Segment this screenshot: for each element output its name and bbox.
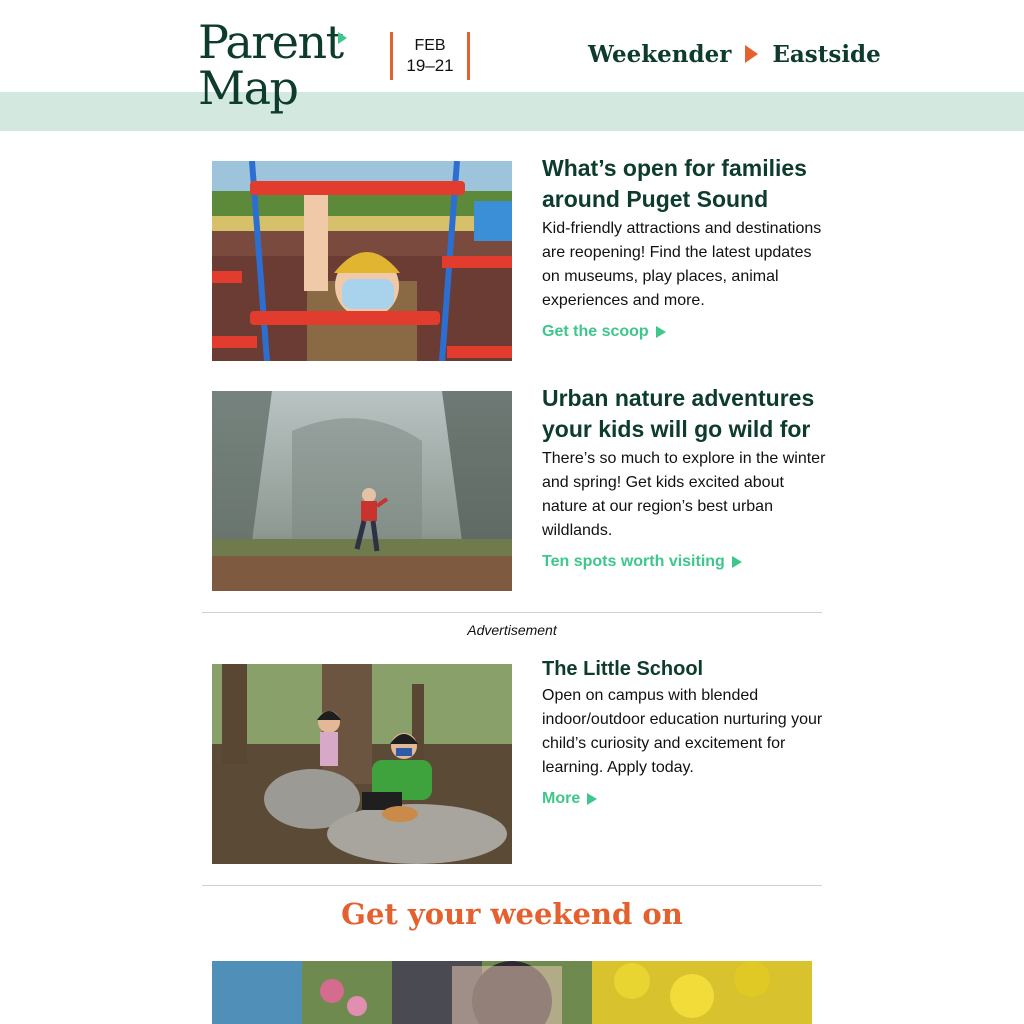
issue-date: [390, 32, 470, 80]
article-link-label: Ten spots worth visiting: [542, 553, 725, 570]
article-text: [542, 383, 827, 571]
advertisement-label: Advertisement: [467, 622, 557, 638]
article-title[interactable]: What’s open for families around Puget Sound: [542, 155, 807, 212]
section-divider: [202, 885, 822, 886]
play-arrow-icon: [656, 326, 666, 338]
edition-region: Eastside: [772, 40, 881, 68]
email-header: [0, 0, 1024, 131]
article-image-forest-child[interactable]: [212, 391, 512, 591]
ad-title[interactable]: The Little School: [542, 658, 704, 680]
article-text: [542, 153, 827, 341]
play-arrow-icon: [732, 556, 742, 568]
section-divider: [202, 612, 822, 613]
article-image-playground[interactable]: [212, 161, 512, 361]
section-heading: Get your weekend on: [341, 897, 683, 931]
ad-text: [542, 656, 827, 808]
ad-image-children-on-rocks[interactable]: [212, 664, 512, 864]
article-title[interactable]: Urban nature adventures your kids will go wild for: [542, 385, 815, 442]
logo-word-map: Map: [198, 61, 298, 115]
parentmap-logo[interactable]: [198, 15, 358, 118]
feature-image-garden[interactable]: [212, 961, 812, 1024]
edition-name: Weekender: [588, 40, 732, 68]
play-arrow-icon: [745, 45, 758, 63]
logo-word-parent: Parent: [198, 15, 343, 69]
article-description: Kid-friendly attractions and destinations are reopening! Find the latest updates on museums, play places, animal experiences and more.: [542, 220, 822, 309]
header-band: [0, 92, 1024, 131]
get-the-scoop-link[interactable]: [542, 323, 666, 341]
ad-more-link[interactable]: [542, 790, 597, 808]
issue-date-month: FEB: [414, 37, 446, 54]
ad-link-label: More: [542, 790, 581, 807]
edition-label: [588, 38, 881, 70]
ten-spots-link[interactable]: [542, 553, 742, 571]
play-arrow-icon: [587, 793, 597, 805]
logo-arrow-icon: [338, 32, 347, 44]
article-link-label: Get the scoop: [542, 323, 649, 340]
issue-date-days: 19–21: [406, 56, 454, 75]
ad-description: Open on campus with blended indoor/outdoor education nurturing your child’s curiosity and excitement for learning. Apply today.: [542, 687, 823, 776]
article-description: There’s so much to explore in the winter and spring! Get kids excited about nature at our region’s best urban wildlands.: [542, 450, 826, 539]
